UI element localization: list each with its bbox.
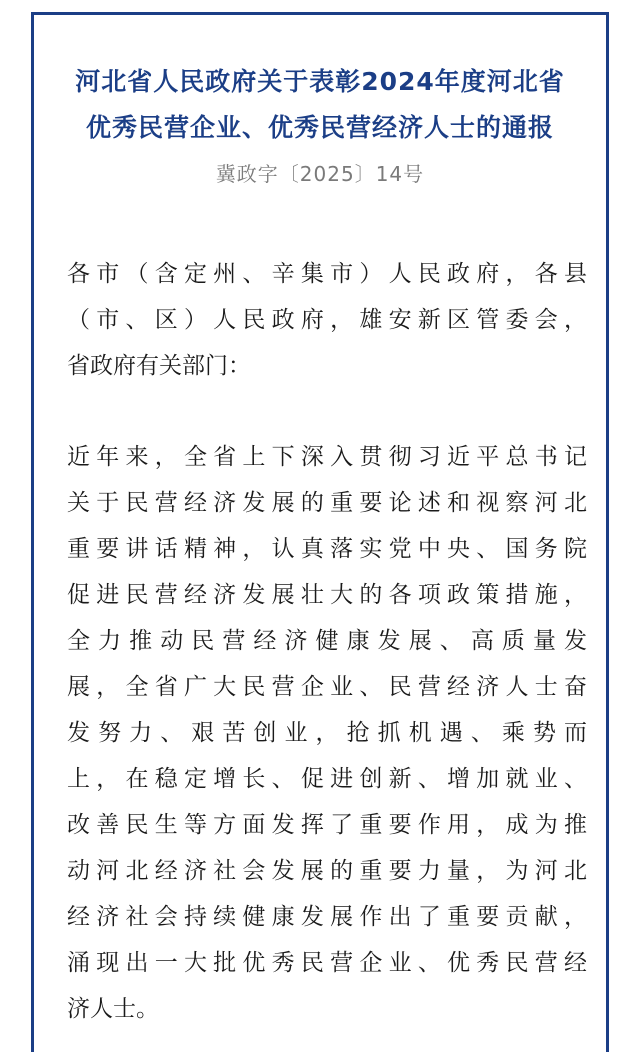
paragraph-line: 动河北经济社会发展的重要力量，为河北 — [67, 858, 587, 884]
document-title-line-2: 优秀民营企业、优秀民营经济人士的通报 — [85, 113, 554, 142]
paragraph-line: 重要讲话精神，认真落实党中央、国务院 — [67, 536, 587, 562]
paragraph-line: 促进民营经济发展壮大的各项政策措施， — [67, 582, 587, 608]
document-frame — [31, 12, 609, 1052]
document-number: 冀政字〔2025〕14号 — [215, 162, 425, 186]
salutation-line: 各市（含定州、辛集市）人民政府，各县 — [67, 261, 587, 287]
paragraph-line: 上，在稳定增长、促进创新、增加就业、 — [67, 766, 587, 792]
paragraph-line: 发努力、艰苦创业，抢抓机遇、乘势而 — [67, 720, 587, 746]
paragraph-line: 涌现出一大批优秀民营企业、优秀民营经 — [67, 950, 587, 976]
paragraph-line: 展，全省广大民营企业、民营经济人士奋 — [67, 674, 587, 700]
paragraph-line: 济人士。 — [67, 996, 159, 1022]
paragraph-line: 全力推动民营经济健康发展、高质量发 — [67, 628, 587, 654]
document-title-line-1: 河北省人民政府关于表彰2024年度河北省 — [75, 67, 565, 96]
paragraph-line: 经济社会持续健康发展作出了重要贡献， — [67, 904, 587, 930]
paragraph-line: 改善民生等方面发挥了重要作用，成为推 — [67, 812, 587, 838]
paragraph-line: 近年来，全省上下深入贯彻习近平总书记 — [67, 444, 587, 470]
salutation-line: （市、区）人民政府，雄安新区管委会， — [67, 307, 587, 333]
salutation-line: 省政府有关部门： — [67, 353, 251, 379]
paragraph-line: 关于民营经济发展的重要论述和视察河北 — [67, 490, 587, 516]
